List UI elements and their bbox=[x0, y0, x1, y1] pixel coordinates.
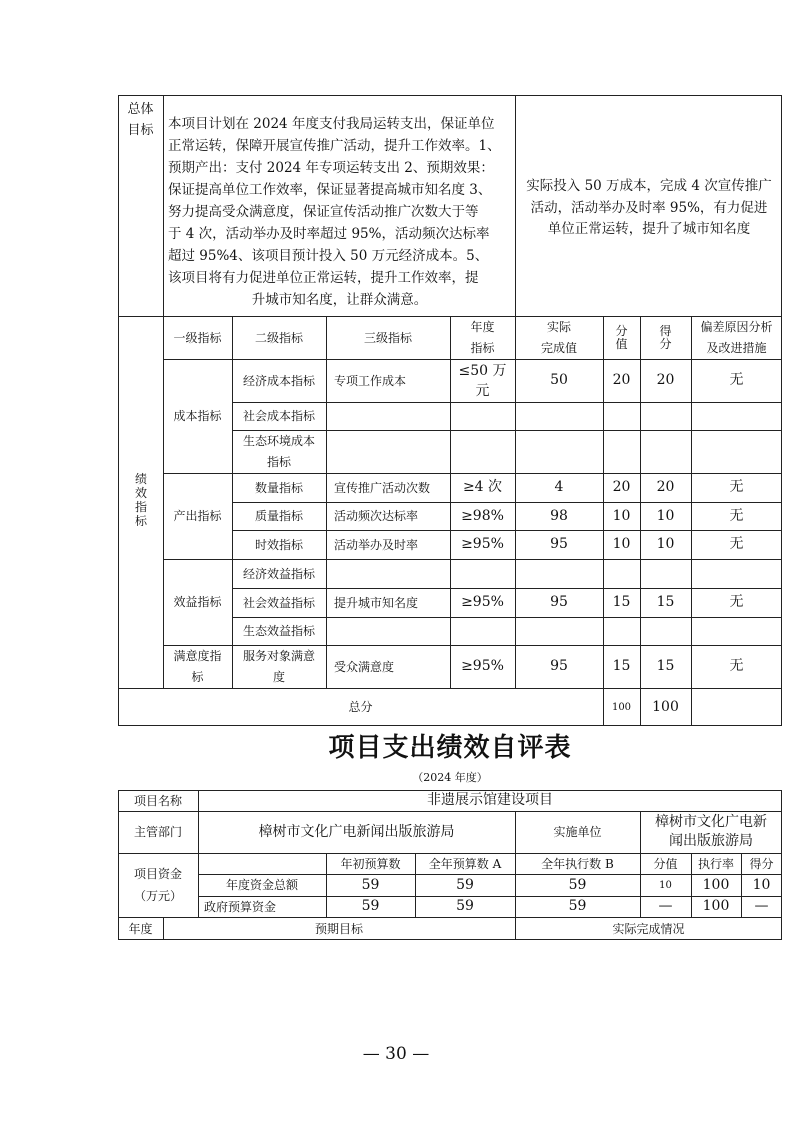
goal-line: 正常运转，保障开展宣传推广活动，提升工作效率。1、 bbox=[168, 138, 501, 154]
project-name: 非遗展示馆建设项目 bbox=[427, 792, 553, 808]
actual-line: 实际投入 50 万成本，完成 4 次宣传推广 bbox=[526, 178, 772, 194]
header-level3: 三级指标 bbox=[363, 330, 412, 345]
label-line: 目标 bbox=[127, 123, 154, 138]
funds-label bbox=[118, 853, 198, 917]
header-line: 分 bbox=[615, 323, 628, 338]
overall-goal-target bbox=[168, 113, 511, 311]
level2-line: 指标 bbox=[266, 454, 291, 469]
funds-row-score: 10 bbox=[752, 876, 771, 893]
goal-line: 预期产出：支付 2024 年专项运转支出 2、预期效果： bbox=[168, 160, 494, 176]
row-level2: 经济成本指标 bbox=[242, 373, 315, 388]
row-deviation: 无 bbox=[729, 594, 744, 610]
row-level3: 活动举办及时率 bbox=[334, 537, 419, 552]
header-line: 分 bbox=[659, 336, 672, 351]
row-score: 20 bbox=[656, 372, 675, 388]
label-char: 效 bbox=[134, 486, 147, 500]
funds-header-score: 得分 bbox=[749, 856, 774, 871]
header-line: 指标 bbox=[470, 340, 495, 355]
goal-line: 于 4 次，活动举办及时率超过 95%，活动频次达标率 bbox=[168, 226, 490, 242]
form-subtitle: （2024 年度） bbox=[412, 771, 488, 784]
label-char: 指 bbox=[134, 500, 147, 514]
label-char: 绩 bbox=[134, 472, 147, 486]
overall-goal-label bbox=[118, 97, 163, 143]
level2-line: 生态环境成本 bbox=[242, 433, 315, 448]
project-name-label: 项目名称 bbox=[133, 793, 182, 808]
row-level2: 数量指标 bbox=[254, 480, 303, 495]
total-label: 总分 bbox=[348, 700, 373, 714]
funds-row-initial: 59 bbox=[361, 876, 380, 893]
row-score: 10 bbox=[656, 507, 675, 524]
funds-label-line: （万元） bbox=[133, 889, 182, 903]
goal-line: 超过 95%4、该项目预计投入 50 万元经济成本。5、 bbox=[168, 248, 489, 264]
row-deviation: 无 bbox=[729, 479, 744, 495]
funds-label-line: 项目资金 bbox=[133, 867, 182, 881]
row-value: 20 bbox=[612, 372, 631, 388]
row-target: ≥95% bbox=[461, 658, 504, 674]
row-deviation: 无 bbox=[729, 658, 744, 674]
funds-row-rate: 100 bbox=[702, 876, 730, 893]
group-output: 产出指标 bbox=[173, 509, 222, 523]
row-deviation: 无 bbox=[729, 536, 744, 552]
row-score: 15 bbox=[656, 658, 675, 674]
funds-header-rate: 执行率 bbox=[697, 856, 734, 871]
label-char: 标 bbox=[134, 514, 147, 528]
row-target bbox=[450, 359, 515, 402]
funds-header-value: 分值 bbox=[653, 856, 678, 871]
group-benefit: 效益指标 bbox=[173, 595, 222, 609]
funds-header-annual: 全年预算数 A bbox=[428, 856, 502, 871]
funds-header-initial: 年初预算数 bbox=[340, 856, 401, 871]
header-annual-target bbox=[450, 316, 515, 359]
group-cost: 成本指标 bbox=[173, 409, 222, 423]
level2-line: 度 bbox=[272, 669, 285, 684]
impl-value bbox=[640, 811, 782, 853]
page-number: — 30 — bbox=[362, 1044, 430, 1064]
header-level1: 一级指标 bbox=[173, 330, 222, 345]
header-line: 及改进措施 bbox=[706, 340, 767, 355]
row-level2 bbox=[232, 430, 326, 473]
header-line: 值 bbox=[615, 336, 628, 351]
header-line: 得 bbox=[659, 323, 672, 338]
funds-row-initial: 59 bbox=[361, 898, 380, 914]
impl-label: 实施单位 bbox=[553, 825, 602, 839]
row-level2: 质量指标 bbox=[254, 509, 303, 523]
header-score-value bbox=[603, 316, 640, 359]
group-line: 标 bbox=[191, 669, 204, 684]
header-actual bbox=[515, 316, 603, 359]
goal-line: 努力提高受众满意度，保证宣传活动推广次数大于等 bbox=[168, 204, 479, 220]
header-line: 实际 bbox=[546, 319, 571, 334]
goal-line: 本项目计划在 2024 年度支付我局运转支出，保证单位 bbox=[168, 116, 495, 132]
funds-row-value: — bbox=[658, 898, 673, 914]
funds-row-executed: 59 bbox=[568, 898, 587, 914]
actual-line: 活动，活动举办及时率 95%，有力促进 bbox=[530, 199, 768, 216]
row-level2: 经济效益指标 bbox=[242, 566, 315, 581]
row-actual: 50 bbox=[550, 372, 568, 388]
row-value: 10 bbox=[612, 507, 631, 524]
row-score: 20 bbox=[656, 479, 675, 495]
target-line: ≤50 万 bbox=[458, 362, 507, 379]
header-deviation bbox=[691, 316, 782, 359]
funds-row-label: 年度资金总额 bbox=[225, 878, 298, 892]
total-score: 100 bbox=[652, 698, 679, 715]
funds-row-label: 政府预算资金 bbox=[204, 899, 277, 914]
row-actual: 95 bbox=[550, 536, 568, 552]
goal-line: 保证提高单位工作效率，保证显著提高城市知名度 3、 bbox=[168, 182, 492, 198]
header-line: 年度 bbox=[470, 319, 495, 334]
expected-goal-label: 预期目标 bbox=[314, 921, 363, 936]
row-target: ≥4 次 bbox=[462, 479, 503, 495]
row-actual: 95 bbox=[550, 594, 568, 610]
row-value: 15 bbox=[612, 594, 631, 610]
goal-line: 升城市知名度，让群众满意。 bbox=[251, 292, 428, 308]
overall-goal-actual bbox=[517, 176, 781, 241]
row-level2: 生态效益指标 bbox=[242, 624, 315, 638]
header-score-got bbox=[640, 316, 691, 359]
row-level3: 宣传推广活动次数 bbox=[334, 480, 431, 495]
group-line: 满意度指 bbox=[173, 648, 222, 663]
actual-completion-label: 实际完成情况 bbox=[612, 921, 685, 936]
row-level2: 时效指标 bbox=[254, 537, 303, 552]
row-deviation: 无 bbox=[729, 507, 744, 524]
row-level3: 提升城市知名度 bbox=[334, 595, 419, 610]
row-level3: 受众满意度 bbox=[334, 659, 395, 674]
funds-row-rate: 100 bbox=[702, 898, 730, 914]
row-value: 20 bbox=[612, 479, 631, 495]
row-value: 10 bbox=[612, 536, 631, 552]
perf-indicators-label bbox=[119, 470, 163, 530]
funds-row-score: — bbox=[754, 898, 769, 914]
row-score: 15 bbox=[656, 594, 675, 610]
row-target: ≥95% bbox=[461, 536, 504, 552]
row-level2: 社会成本指标 bbox=[242, 409, 315, 423]
total-value: 100 bbox=[611, 701, 632, 713]
impl-line: 闻出版旅游局 bbox=[669, 833, 753, 849]
divider bbox=[515, 95, 516, 316]
row-deviation: 无 bbox=[729, 372, 744, 388]
row-value: 15 bbox=[612, 658, 631, 674]
funds-row-annual: 59 bbox=[456, 876, 474, 893]
row-score: 10 bbox=[656, 536, 675, 552]
header-line: 完成值 bbox=[540, 340, 577, 355]
row-actual: 98 bbox=[550, 507, 568, 524]
header-level2: 二级指标 bbox=[254, 330, 303, 345]
level2-line: 服务对象满意 bbox=[242, 648, 315, 663]
label-line: 总体 bbox=[127, 102, 154, 117]
row-actual: 95 bbox=[550, 658, 568, 674]
form-title: 项目支出绩效自评表 bbox=[328, 733, 572, 763]
funds-row-value: 10 bbox=[659, 879, 672, 891]
actual-line: 单位正常运转，提升了城市知名度 bbox=[547, 221, 751, 237]
group-satisfaction bbox=[163, 645, 232, 688]
row-target: ≥95% bbox=[461, 594, 504, 610]
year-label: 年度 bbox=[128, 921, 153, 936]
row-level3: 活动频次达标率 bbox=[334, 509, 419, 523]
goal-line: 该项目将有力促进单位正常运转，提升工作效率，提 bbox=[168, 270, 479, 286]
row-level2: 社会效益指标 bbox=[242, 595, 315, 610]
row-actual: 4 bbox=[554, 479, 564, 495]
target-line: 元 bbox=[475, 382, 490, 399]
funds-row-executed: 59 bbox=[568, 876, 587, 893]
dept-value: 樟树市文化广电新闻出版旅游局 bbox=[258, 823, 455, 840]
row-level3: 专项工作成本 bbox=[334, 373, 407, 388]
row-target: ≥98% bbox=[461, 507, 504, 524]
header-line: 偏差原因分析 bbox=[700, 319, 773, 334]
funds-header-executed: 全年执行数 B bbox=[541, 856, 614, 871]
impl-line: 樟树市文化广电新 bbox=[655, 814, 767, 830]
funds-row-annual: 59 bbox=[456, 898, 474, 914]
row-level2 bbox=[232, 645, 326, 688]
dept-label: 主管部门 bbox=[133, 825, 182, 839]
